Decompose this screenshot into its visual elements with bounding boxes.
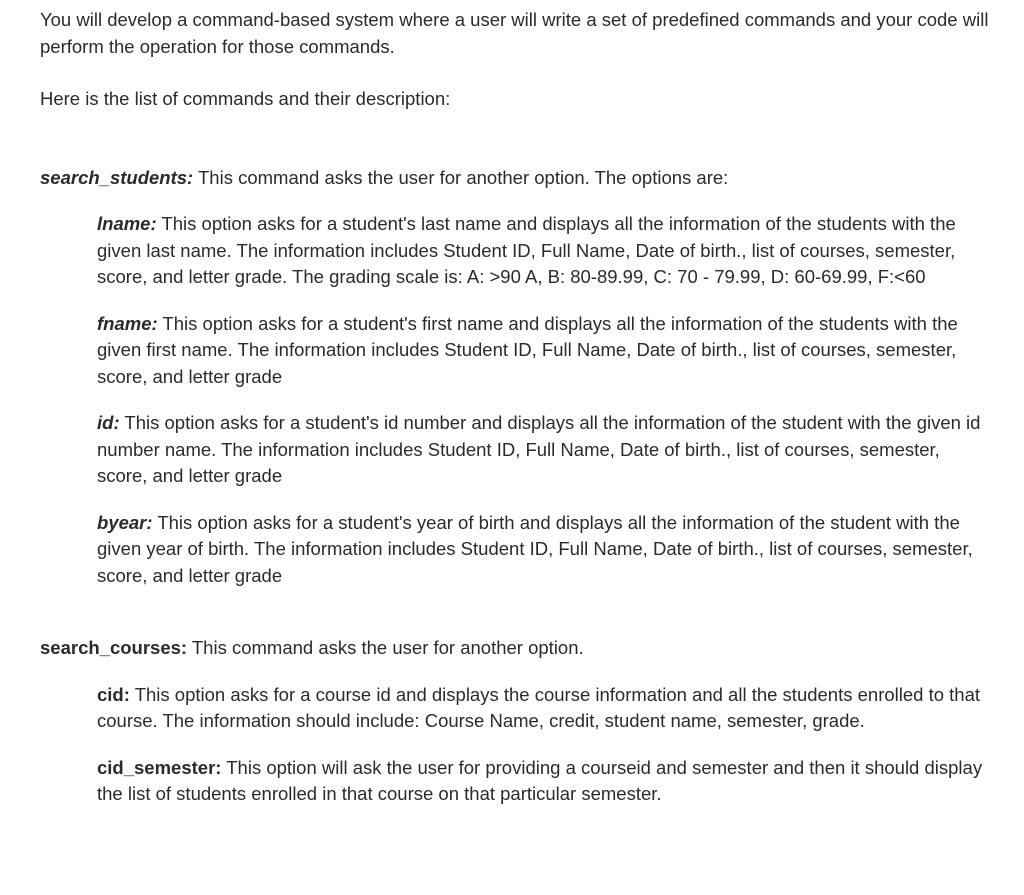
command-search-courses	[40, 635, 994, 662]
option-description: This option asks for a student's id number and displays all the information of the student with the given id number name. The information includes Student ID, Full Name, Date of birth., list of courses, semester, score, and letter grade	[97, 412, 981, 486]
option-cid-semester	[97, 755, 994, 808]
option-description: This option asks for a student's first name and displays all the information of the students with the given first name. The information includes Student ID, Full Name, Date of birth., list of courses, semester, score, and letter grade	[97, 312, 958, 387]
option-name: id:	[97, 412, 120, 433]
option-name: lname:	[97, 213, 157, 234]
search-students-options	[40, 211, 994, 589]
command-name: search_students:	[40, 166, 194, 188]
option-lname	[97, 211, 994, 291]
commands-list-intro: Here is the list of commands and their description:	[40, 88, 451, 109]
option-description: This option will ask the user for providing a courseid and semester and then it should display the list of students enrolled in that course on that particular semester.	[97, 756, 983, 804]
command-name: search_courses:	[40, 637, 188, 658]
option-name: cid:	[97, 683, 130, 705]
option-name: cid_semester:	[97, 756, 222, 778]
command-description: This command asks the user for another option.	[187, 637, 584, 658]
search-courses-options	[40, 682, 994, 808]
command-description: This command asks the user for another option. The options are:	[193, 166, 729, 188]
option-id	[97, 410, 994, 490]
option-description: This option asks for a student's last name and displays all the information of the students with the given last name. The information includes Student ID, Full Name, Date of birth., list of courses, semester, score, and letter grade. The grading scale is: A: >90 A, B: 80-89.99, C: 70 - 79.99, D: 60-69.99, F:<60	[97, 213, 956, 287]
option-name: byear:	[97, 511, 153, 533]
option-name: fname:	[97, 312, 158, 334]
command-search-students	[40, 165, 994, 192]
option-description: This option asks for a course id and displays the course information and all the students enrolled to that course. The information should include: Course Name, credit, student name, semester, grade.	[97, 683, 981, 731]
option-cid	[97, 682, 994, 735]
option-byear	[97, 510, 994, 590]
option-fname	[97, 311, 994, 391]
intro-paragraph: You will develop a command-based system where a user will write a set of predefined commands and your code will perform the operation for those commands.	[40, 9, 989, 57]
option-description: This option asks for a student's year of birth and displays all the information of the student with the given year of birth. The information includes Student ID, Full Name, Date of birth., list of courses, semester, score, and letter grade	[97, 511, 973, 586]
